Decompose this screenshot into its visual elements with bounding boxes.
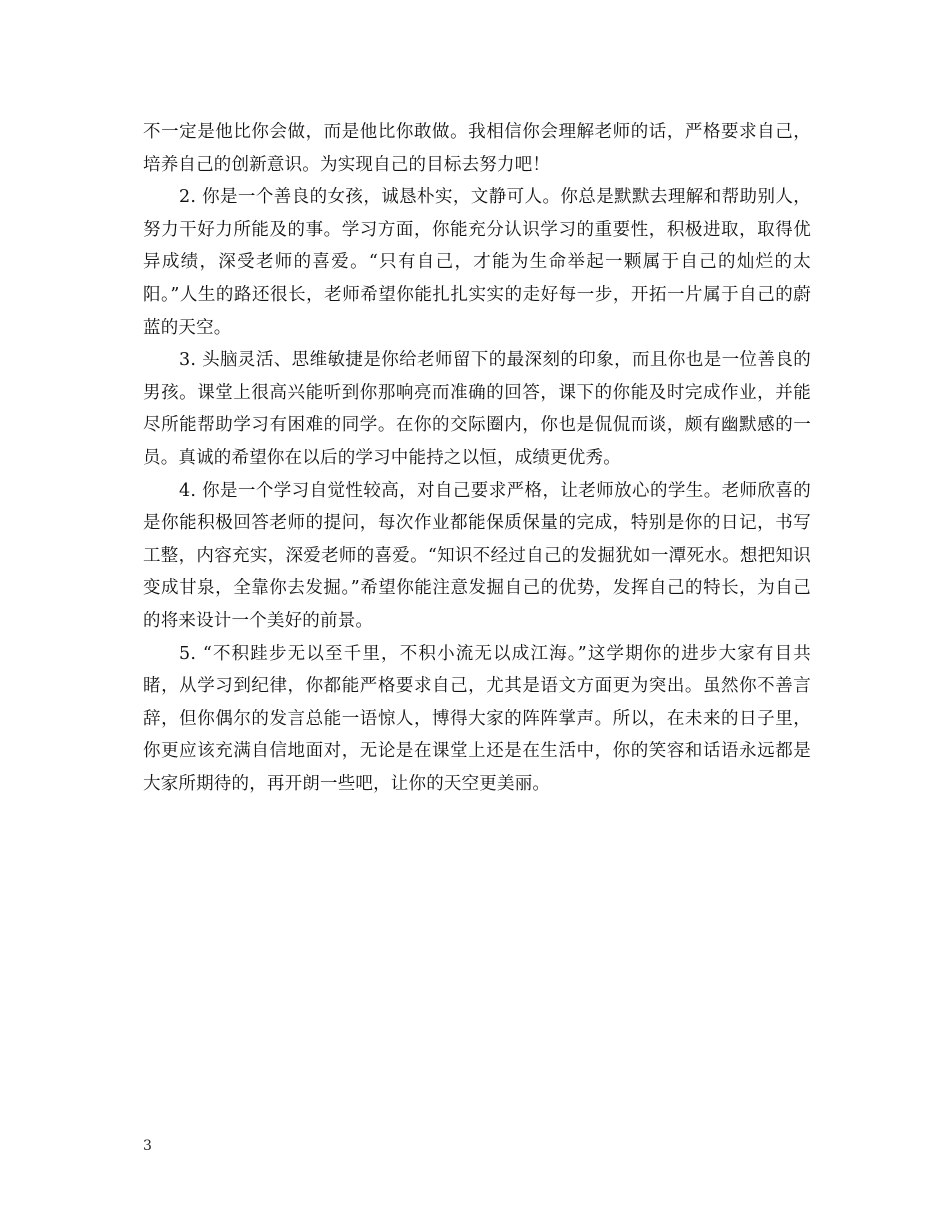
paragraph-comment-3: 3. 头脑灵活、思维敏捷是你给老师留下的最深刻的印象，而且你也是一位善良的男孩。课堂上很高兴能听到你那响亮而准确的回答，课下的你能及时完成作业，并能尽所能帮助学习有困难的同学。在你的交际圈内，你也是侃侃而谈，颇有幽默感的一员。真诚的希望你在以后的学习中能持之以恒，成绩更优秀。	[143, 350, 811, 468]
page-number: 3	[143, 1138, 152, 1154]
document-body	[143, 116, 811, 800]
paragraph-comment-5: 5. “不积跬步无以至千里，不积小流无以成江海。”这学期你的进步大家有目共睹，从学习到纪律，你都能严格要求自己，尤其是语文方面更为突出。虽然你不善言辞，但你偶尔的发言总能一语惊人，博得大家的阵阵掌声。所以，在未来的日子里，你更应该充满自信地面对，无论是在课堂上还是在生活中，你的笑容和话语永远都是大家所期待的，再开朗一些吧，让你的天空更美丽。	[143, 643, 811, 794]
paragraph-1-continuation: 不一定是他比你会做，而是他比你敢做。我相信你会理解老师的话，严格要求自己，培养自己的创新意识。为实现自己的目标去努力吧！	[143, 122, 811, 175]
paragraph-comment-2: 2. 你是一个善良的女孩，诚恳朴实，文静可人。你总是默默去理解和帮助别人，努力干好力所能及的事。学习方面，你能充分认识学习的重要性，积极进取，取得优异成绩，深受老师的喜爱。“只有自己，才能为生命举起一颗属于自己的灿烂的太阳。”人生的路还很长，老师希望你能扎扎实实的走好每一步，开拓一片属于自己的蔚蓝的天空。	[143, 187, 811, 338]
paragraph-comment-4: 4. 你是一个学习自觉性较高，对自己要求严格，让老师放心的学生。老师欣喜的是你能积极回答老师的提问，每次作业都能保质保量的完成，特别是你的日记，书写工整，内容充实，深爱老师的喜爱。“知识不经过自己的发掘犹如一潭死水。想把知识变成甘泉，全靠你去发掘。”希望你能注意发掘自己的优势，发挥自己的特长，为自己的将来设计一个美好的前景。	[143, 480, 811, 631]
